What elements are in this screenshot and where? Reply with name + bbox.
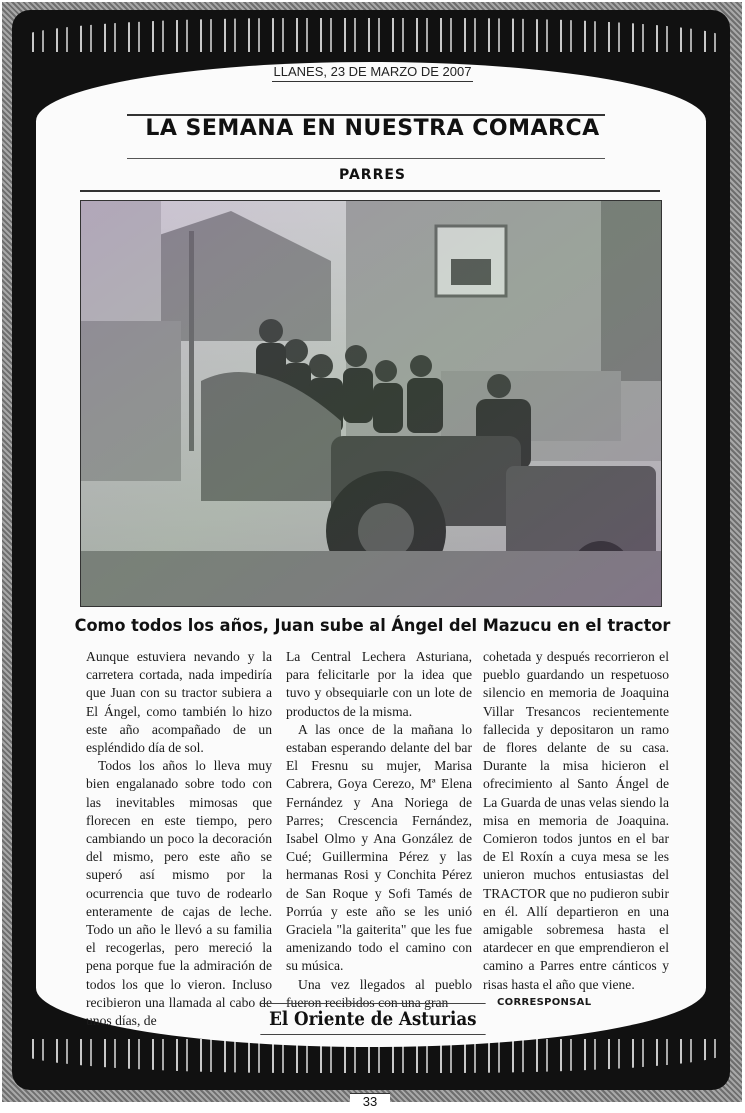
article-byline: CORRESPONSAL	[497, 996, 592, 1008]
article-title: Como todos los años, Juan sube al Ángel del Mazucu en el tractor	[74, 616, 671, 636]
paragraph: A las once de la mañana lo estaban esperando delante del bar El Fresnu su mujer, Marisa Cabrera, Goya Cerezo, Mª Elena Fernández y Ana Noriega de Parres; Crescencia Fernández, Isabel Olmo y Ana González de Cué; Guillermina Pérez y las hermanas Rosi y Conchita Pérez de San Roque y Sofi Tamés de Porrúa y este año se les unió Graciela "la gaiterita" que les fue amenizando todo el camino con su música.	[286, 721, 472, 974]
page-number: 33	[350, 1093, 390, 1109]
paragraph: Aunque estuviera nevando y la carretera cortada, nada impediría que Juan con su tractor subiera a El Ángel, como también lo hizo este año acompañado de un espléndido día de sol.	[86, 649, 272, 756]
paragraph: Una vez llegados al pueblo fueron recibidos con una gran	[286, 976, 472, 1010]
article-column-1	[86, 648, 272, 1030]
paragraph: Todos los años lo lleva muy bien engalanado sobre todo con las inevitables mimosas que florecen en este tiempo, pero cambiando un poco la decoración del mismo, pero este año se superó así mismo por la ocurrencia que tuvo de rodearlo enteramente de cajas de leche. Todo un año le llevó a su familia el recogerlas, pero mereció la pena porque fue la admiración de todos los que lo vieron. Incluso recibieron una llamada al cabo de unos días, de	[86, 758, 272, 1029]
photo-illustration	[81, 201, 661, 606]
article-column-2	[286, 648, 472, 1012]
paragraph: cohetada y después recorrieron el pueblo guardando un respetuoso silencio en memoria de Joaquina Villar Tresancos recientemente fallecida y depositaron un ramo de flores delante de su casa. Durante la misa hicieron el ofrecimiento al Santo Ángel de La Guarda de unas velas siendo la misa en memoria de Joaquina. Comieron todos juntos en el bar de El Roxín a cuya mesa se les unieron muchos entusiastas del TRACTOR que no pudieron subir en él. Allí departieron en una amigable sobremesa hasta el atardecer en que emprendieron el camino a Parres entre cánticos y risas hasta el año que viene.	[483, 649, 669, 992]
divider-mid	[127, 158, 605, 159]
page-headline: LA SEMANA EN NUESTRA COMARCA	[145, 116, 600, 141]
paragraph: La Central Lechera Asturiana, para felicitarle por la idea que tuvo y obsequiarle con un lote de productos de la misma.	[286, 649, 472, 719]
article-column-3	[483, 648, 669, 1012]
issue-date: LLANES, 23 DE MARZO DE 2007	[0, 64, 745, 79]
article-photo	[80, 200, 662, 607]
newspaper-masthead: El Oriente de Asturias	[0, 1003, 745, 1035]
divider-section	[80, 190, 660, 192]
section-label: PARRES	[338, 167, 407, 183]
top-decorative-band	[20, 18, 725, 52]
